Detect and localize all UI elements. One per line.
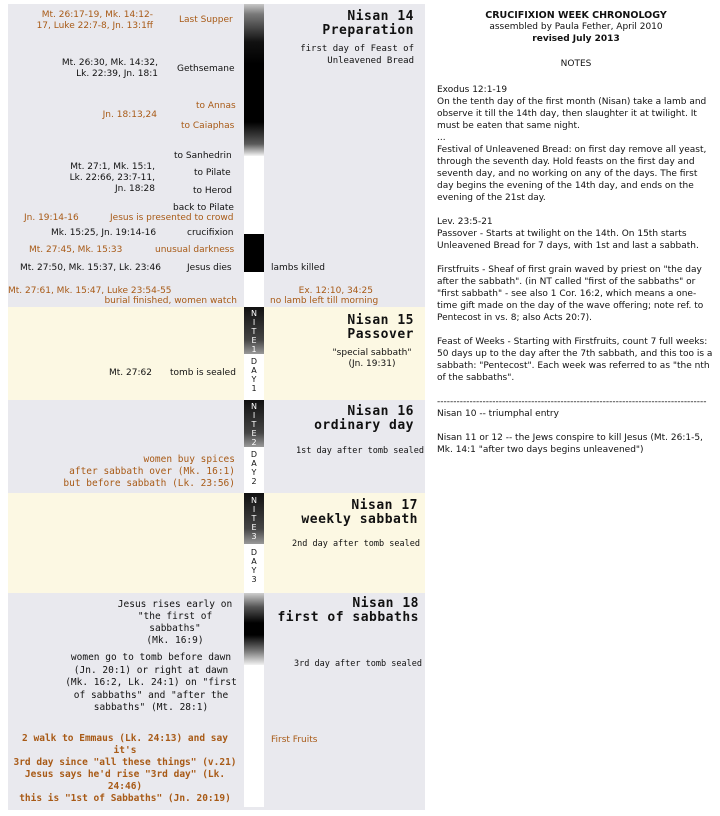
night-bar-nisan14 bbox=[244, 4, 264, 156]
ref-no-lamb: Ex. 12:10, 34:25 bbox=[298, 286, 373, 296]
event-tomb-sealed: tomb is sealed bbox=[170, 368, 236, 378]
ref-pilate: Mt. 27:1, Mk. 15:1, Lk. 22:66, 23:7-11, Jn. 18:28 bbox=[69, 162, 155, 194]
page-title: CRUCIFIXION WEEK CHRONOLOGY bbox=[485, 10, 667, 21]
darkness-bar bbox=[244, 234, 264, 272]
event-to-caiaphas: to Caiaphas bbox=[181, 121, 235, 131]
event-back-to-pilate: back to Pilate bbox=[173, 203, 234, 213]
event-to-sanhedrin: to Sanhedrin bbox=[174, 151, 232, 161]
women-go-to-tomb: women go to tomb before dawn (Jn. 20:1) or right at dawn (Mk. 16:2, Lk. 24:1) on "first of sabbaths" and "after the sabbaths" (Mt. 28:1) bbox=[65, 652, 237, 713]
event-last-supper: Last Supper bbox=[179, 15, 233, 25]
nisan17-subtitle: 2nd day after tomb sealed bbox=[292, 539, 420, 549]
ref-darkness: Mt. 27:45, Mk. 15:33 bbox=[29, 245, 123, 255]
ref-tomb-sealed: Mt. 27:62 bbox=[109, 368, 152, 378]
night-bar-nisan18 bbox=[244, 593, 264, 665]
note-nisan10: Nisan 10 -- triumphal entry bbox=[437, 409, 559, 419]
women-buy-spices: women buy spices after sabbath over (Mk. 16:1) but before sabbath (Lk. 23:56) bbox=[63, 454, 235, 489]
first-fruits-label: First Fruits bbox=[271, 735, 318, 745]
ref-annas: Jn. 18:13,24 bbox=[102, 110, 157, 120]
note-exodus-text: On the tenth day of the first month (Nisan) take a lamb and observe it till the 14th day, then slaughter it at twilight. It must be eaten that same night. bbox=[437, 97, 707, 131]
byline: assembled by Paula Fether, April 2010 bbox=[489, 22, 663, 32]
nite-label-1: N I T E 1 bbox=[251, 309, 257, 354]
note-lev-ref: Lev. 23:5-21 bbox=[437, 217, 493, 227]
revised-date: revised July 2013 bbox=[532, 34, 620, 44]
nisan15-subtitle: "special sabbath" (Jn. 19:31) bbox=[332, 348, 412, 369]
event-gethsemane: Gethsemane bbox=[177, 64, 235, 74]
nisan16-subtitle: 1st day after tomb sealed bbox=[296, 446, 424, 456]
note-passover: Passover - Starts at twilight on the 14th. On 15th starts Unleavened Bread for 7 days, with 1st and last a sabbath. bbox=[437, 229, 699, 251]
day-bar-nisan18 bbox=[244, 665, 264, 807]
ref-last-supper: Mt. 26:17-19, Mk. 14:12- 17, Luke 22:7-8, Jn. 13:1ff bbox=[36, 10, 153, 31]
nisan17-title: Nisan 17 weekly sabbath bbox=[301, 498, 418, 527]
event-to-pilate: to Pilate bbox=[194, 168, 231, 178]
jesus-rises: Jesus rises early on "the first of sabbaths" (Mk. 16:9) bbox=[117, 599, 233, 646]
event-to-annas: to Annas bbox=[196, 101, 236, 111]
ref-burial: Mt. 27:61, Mk. 15:47, Luke 23:54-55 bbox=[8, 286, 172, 296]
note-exodus-ref: Exodus 12:1-19 bbox=[437, 85, 508, 95]
nite-label-2: N I T E 2 bbox=[251, 402, 257, 447]
nisan16-title: Nisan 16 ordinary day bbox=[314, 404, 414, 433]
event-jesus-dies: Jesus dies bbox=[187, 263, 232, 273]
event-crucifixion: crucifixion bbox=[187, 228, 234, 238]
day-bar-nisan14 bbox=[244, 156, 264, 234]
nisan15-title: Nisan 15 Passover bbox=[347, 313, 414, 342]
note-nisan11: Nisan 11 or 12 -- the Jews conspire to kill Jesus (Mt. 26:1-5, Mk. 14:1 "after two days begins unleavened") bbox=[437, 433, 703, 455]
day-label-3: D A Y 3 bbox=[250, 548, 258, 584]
nite-label-3: N I T E 3 bbox=[251, 496, 257, 541]
ref-crucifixion: Mk. 15:25, Jn. 19:14-16 bbox=[51, 228, 157, 238]
event-unusual-darkness: unusual darkness bbox=[155, 245, 235, 255]
event-burial: burial finished, women watch bbox=[104, 296, 237, 306]
event-presented-to-crowd: Jesus is presented to crowd bbox=[110, 213, 234, 223]
nisan14-title: Nisan 14 Preparation bbox=[322, 9, 414, 38]
notes-panel bbox=[437, 84, 715, 456]
day-label-1: D A Y 1 bbox=[250, 357, 258, 393]
nisan14-subtitle: first day of Feast of Unleavened Bread bbox=[300, 44, 414, 66]
ref-crowd: Jn. 19:14-16 bbox=[24, 213, 79, 223]
ref-jesus-dies: Mt. 27:50, Mk. 15:37, Lk. 23:46 bbox=[20, 263, 161, 273]
note-ellipsis: ... bbox=[437, 133, 446, 143]
note-firstfruits: Firstfruits - Sheaf of first grain waved by priest on "the day after the sabbath". (in NT called "first of the sabbaths" or "first sabbath" - see also 1 Cor. 16:2, which means a one-time gift made on the day of the wave offering; note ref. to Pentecost in vs. 8; also Acts 20:7). bbox=[437, 265, 704, 323]
note-unleavened-bread: Festival of Unleavened Bread: on first day remove all yeast, through the seventh day. Hold feasts on the first day and seventh day, and no working on any of the days. The first day begins the evening of the 14th day, and ends on the evening of the 21st day. bbox=[437, 145, 707, 203]
note-feast-of-weeks: Feast of Weeks - Starting with Firstfruits, count 7 full weeks: 50 days up to the day after the 7th sabbath, and this too is a sabbath: "Pentecost". Each week was referred to as "the nth of the sabbaths". bbox=[437, 337, 713, 383]
ref-gethsemane: Mt. 26:30, Mk. 14:32, Lk. 22:39, Jn. 18:1 bbox=[61, 58, 158, 79]
event-lambs-killed: lambs killed bbox=[271, 263, 326, 273]
nisan18-subtitle: 3rd day after tomb sealed bbox=[294, 659, 422, 669]
event-to-herod: to Herod bbox=[193, 186, 232, 196]
event-no-lamb: no lamb left till morning bbox=[270, 296, 379, 306]
day-label-2: D A Y 2 bbox=[250, 450, 258, 486]
note-divider: ----------------------------------------------------------------------------------- bbox=[437, 397, 707, 407]
evening-bar-nisan14 bbox=[244, 272, 264, 307]
nisan18-title: Nisan 18 first of sabbaths bbox=[277, 596, 419, 625]
walk-to-emmaus: 2 walk to Emmaus (Lk. 24:13) and say it's 3rd day since "all these things" (v.21) Jesus says he'd rise "3rd day" (Lk. 24:46) this is "1st of Sabbaths" (Jn. 20:19) bbox=[13, 733, 237, 804]
notes-heading: NOTES bbox=[560, 59, 592, 69]
